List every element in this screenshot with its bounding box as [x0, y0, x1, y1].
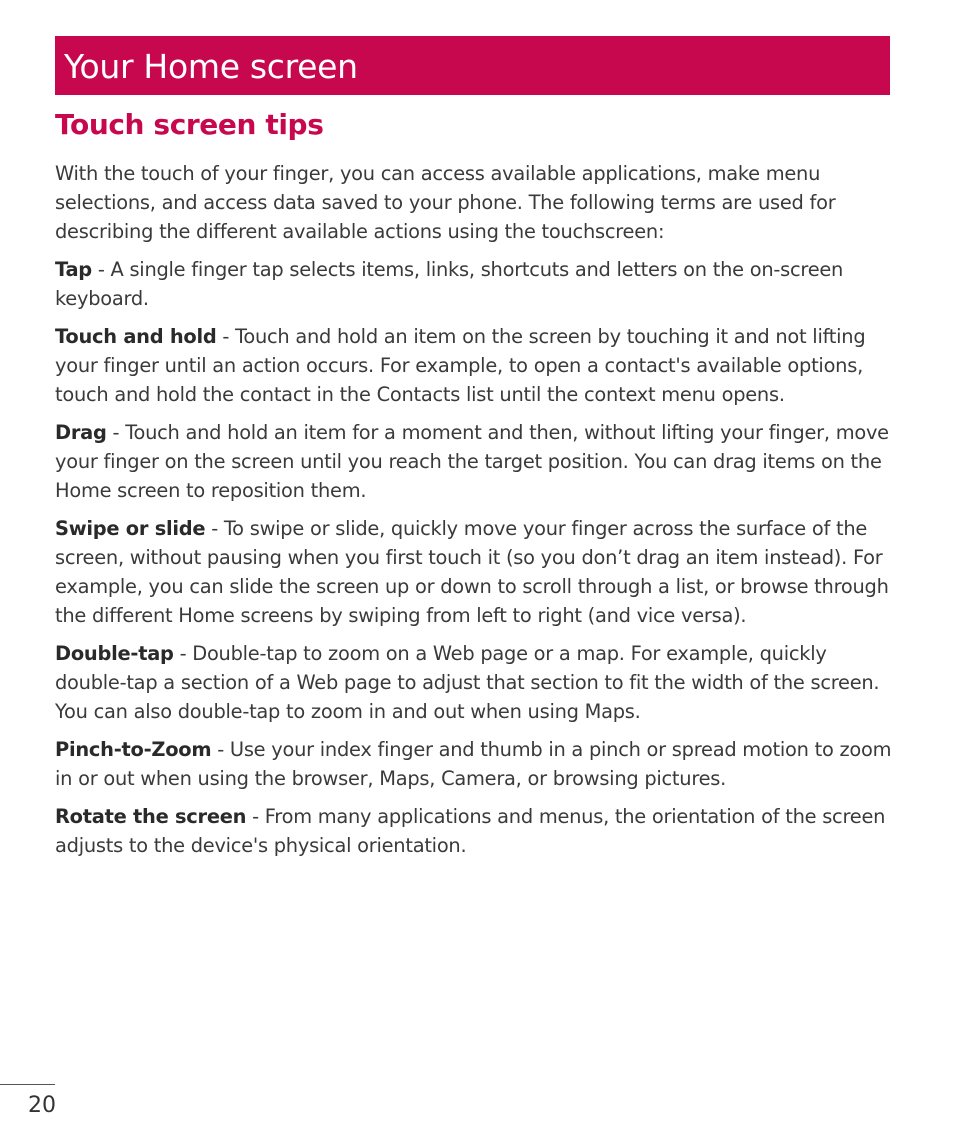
term-label: Drag	[55, 421, 107, 444]
term-description: - Double-tap to zoom on a Web page or a map. For example, quickly double-tap a section of a Web page to adjust that section to fit the width of the screen. You can also double-tap to zoom in and out when using Maps.	[55, 642, 880, 723]
term-drag	[55, 418, 895, 505]
term-pinch-to-zoom	[55, 735, 895, 793]
page-number: 20	[28, 1093, 56, 1118]
intro-paragraph: With the touch of your finger, you can access available applications, make menu selections, and access data saved to your phone. The following terms are used for describing the different available actions using the touchscreen:	[55, 162, 836, 243]
term-rotate-the-screen	[55, 802, 895, 860]
term-double-tap	[55, 639, 895, 726]
term-description: - Touch and hold an item on the screen by touching it and not lifting your finger until an action occurs. For example, to open a contact's available options, touch and hold the contact in the Contacts list until the context menu opens.	[55, 325, 866, 406]
chapter-header-bar	[55, 36, 890, 95]
main-content	[55, 159, 895, 869]
term-description: - To swipe or slide, quickly move your finger across the surface of the screen, without pausing when you first touch it (so you don’t drag an item instead). For example, you can slide the screen up or down to scroll through a list, or browse through the different Home screens by swiping from left to right (and vice versa).	[55, 517, 889, 627]
term-label: Tap	[55, 258, 92, 281]
term-label: Double-tap	[55, 642, 174, 665]
term-label: Touch and hold	[55, 325, 217, 348]
section-title: Touch screen tips	[55, 108, 324, 141]
footer-divider	[0, 1084, 55, 1085]
term-description: - Use your index finger and thumb in a pinch or spread motion to zoom in or out when using the browser, Maps, Camera, or browsing pictures.	[55, 738, 892, 790]
chapter-title: Your Home screen	[64, 47, 358, 86]
term-label: Pinch-to-Zoom	[55, 738, 212, 761]
term-touch-and-hold	[55, 322, 895, 409]
term-description: - From many applications and menus, the orientation of the screen adjusts to the device's physical orientation.	[55, 805, 886, 857]
term-swipe-or-slide	[55, 514, 895, 630]
term-description: - Touch and hold an item for a moment and then, without lifting your finger, move your finger on the screen until you reach the target position. You can drag items on the Home screen to reposition them.	[55, 421, 889, 502]
term-tap	[55, 255, 895, 313]
term-label: Rotate the screen	[55, 805, 247, 828]
term-label: Swipe or slide	[55, 517, 206, 540]
term-description: - A single finger tap selects items, links, shortcuts and letters on the on-screen keyboard.	[55, 258, 844, 310]
